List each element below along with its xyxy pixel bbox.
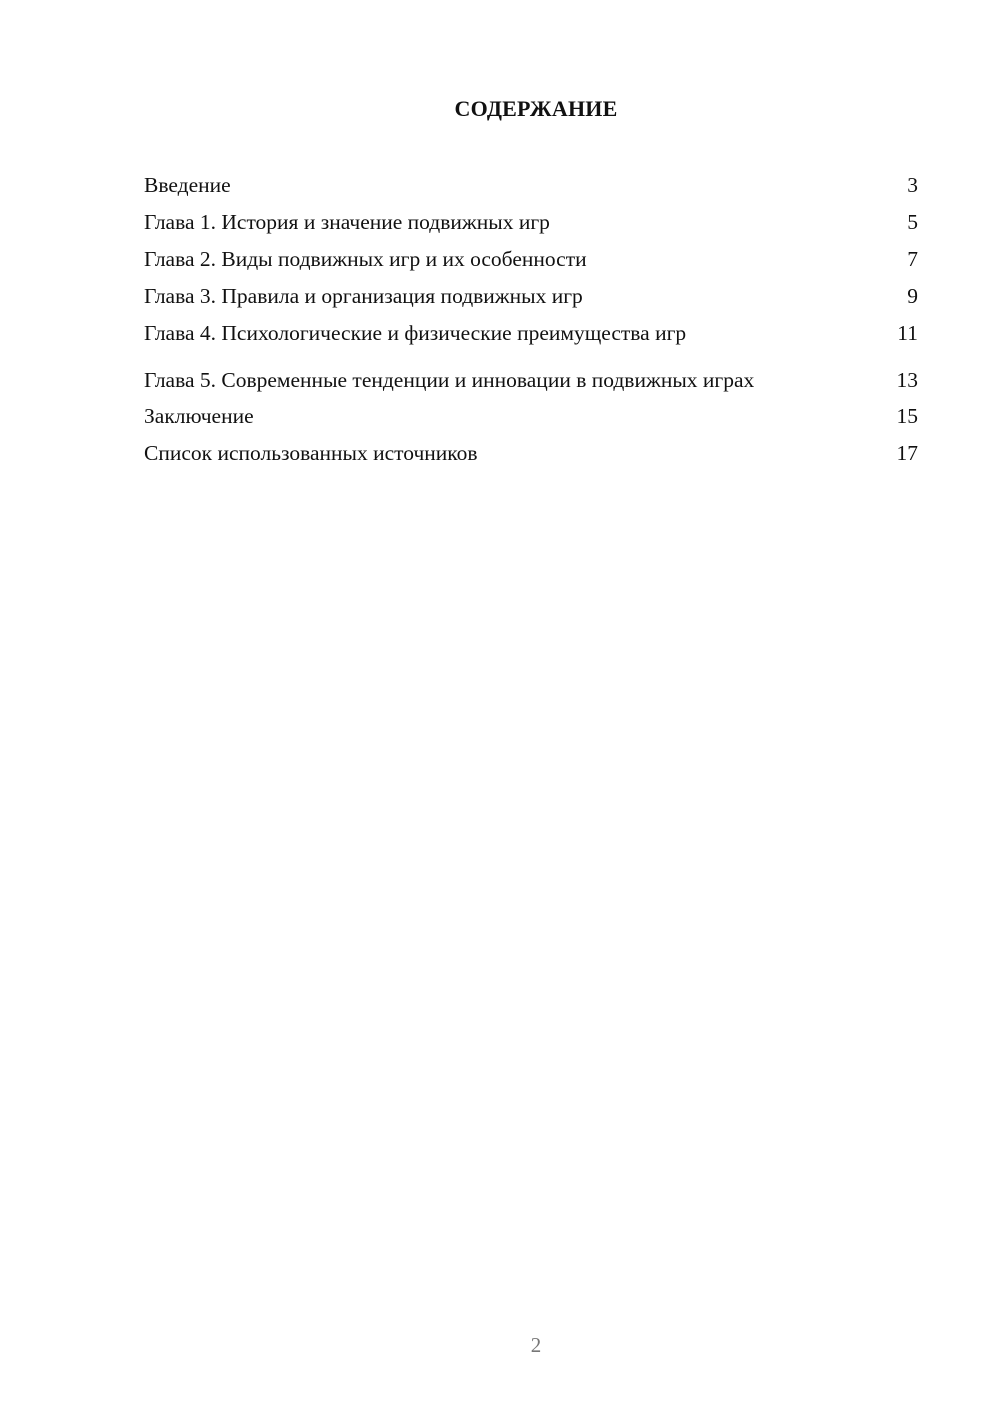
toc-entry-chapter-3 (144, 278, 918, 315)
toc-entry-page: 17 (896, 441, 918, 465)
toc-entry-page: 15 (896, 404, 918, 428)
toc-entry-page: 13 (896, 368, 918, 392)
toc-entry-page: 3 (907, 173, 918, 197)
toc-entry-chapter-2 (144, 241, 918, 278)
toc-entry-chapter-4 (144, 315, 918, 352)
toc-entry-references (144, 435, 918, 472)
toc-entry-label: Введение (144, 173, 231, 197)
toc-title: СОДЕРЖАНИЕ (454, 96, 618, 121)
toc-entry-introduction (144, 167, 918, 204)
toc-entry-label: Заключение (144, 404, 254, 428)
page-number: 2 (530, 1333, 542, 1357)
toc-entry-page: 5 (907, 210, 918, 234)
toc-entry-conclusion (144, 398, 918, 435)
toc-entry-page: 7 (907, 247, 918, 271)
toc-entry-chapter-5 (144, 352, 918, 398)
toc-entry-label: Список использованных источников (144, 441, 478, 465)
toc-entry-label: Глава 1. История и значение подвижных игр (144, 210, 550, 234)
table-of-contents (144, 167, 918, 472)
toc-entry-page: 11 (897, 321, 918, 345)
toc-entry-label: Глава 3. Правила и организация подвижных игр (144, 284, 583, 308)
toc-entry-label: Глава 5. Современные тенденции и инновации в подвижных играх (144, 368, 755, 392)
toc-entry-label: Глава 4. Психологические и физические преимущества игр (144, 321, 687, 345)
toc-entry-label: Глава 2. Виды подвижных игр и их особенности (144, 247, 587, 271)
toc-entry-page: 9 (907, 284, 918, 308)
toc-entry-chapter-1 (144, 204, 918, 241)
